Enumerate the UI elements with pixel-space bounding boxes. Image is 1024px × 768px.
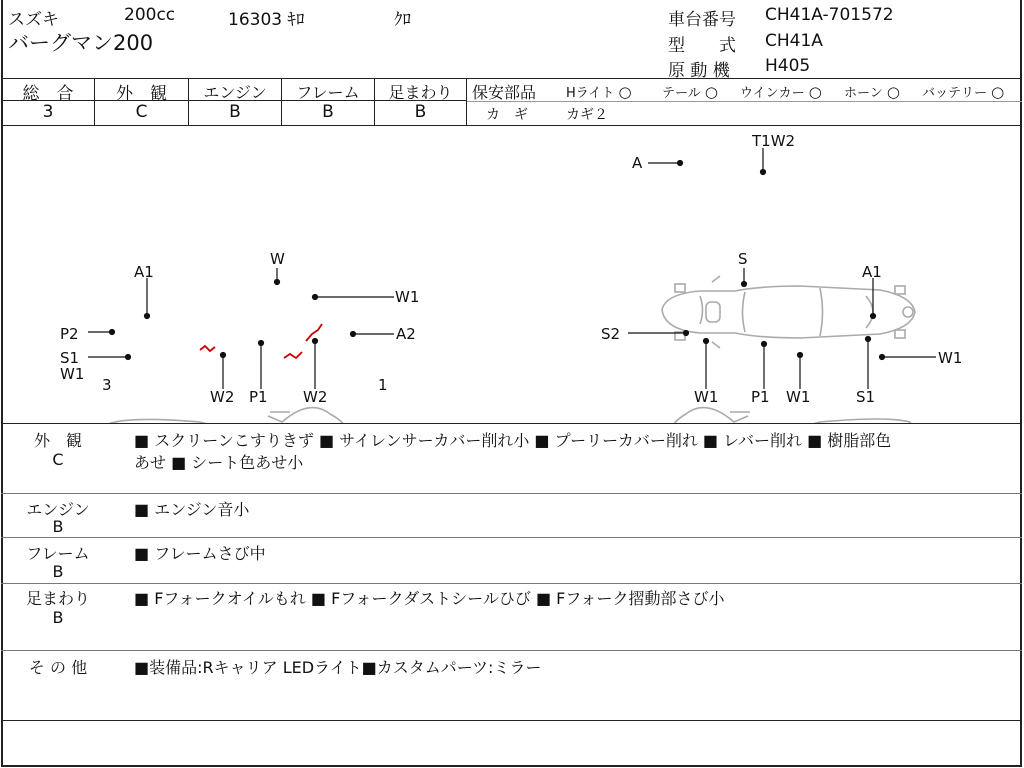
score-value-overall: 3 (42, 102, 54, 122)
remark-text-exterior-1: ■ スクリーンこすりきず ■ サイレンサーカバー削れ小 ■ プーリーカバー削れ ■ レバー削れ ■ 樹脂部色 (134, 431, 892, 450)
svg-text:W1: W1 (60, 365, 85, 383)
svg-text:A2: A2 (396, 325, 416, 343)
score-value-suspension: B (414, 102, 427, 122)
svg-text:P1: P1 (249, 388, 268, 406)
remark-category-exterior: 外 観 (33, 431, 82, 450)
remark-category-other: そ の 他 (28, 658, 88, 677)
engine-label: 原 動 機 (668, 61, 730, 81)
type-value: CH41A (765, 31, 823, 51)
svg-text:3: 3 (102, 376, 112, 394)
damage-diagram (0, 126, 1024, 424)
score-label-suspension: 足まわり (388, 83, 453, 102)
remark-text-other: ■装備品:Rキャリア LEDライト■カスタムパーツ:ミラー (134, 658, 542, 677)
scooter-left-view (104, 408, 375, 424)
score-value-engine: B (229, 102, 241, 122)
remark-grade-exterior: C (52, 450, 64, 469)
score-value-exterior: C (135, 102, 148, 122)
svg-text:W1: W1 (938, 349, 963, 367)
safety-item-horn: ホーン ○ (844, 83, 900, 101)
svg-text:W2: W2 (210, 388, 235, 406)
model-name: バーグマン200 (8, 31, 154, 55)
svg-text:S2: S2 (601, 325, 621, 343)
svg-text:A: A (632, 154, 643, 172)
svg-text:W1: W1 (786, 388, 811, 406)
svg-text:W1: W1 (694, 388, 719, 406)
svg-text:A1: A1 (134, 263, 154, 281)
scooter-top-view (662, 276, 915, 348)
svg-text:W: W (270, 250, 285, 268)
remark-category-engine: エンジン (26, 500, 90, 519)
remark-category-frame: フレーム (26, 544, 90, 563)
remark-grade-engine: B (52, 517, 64, 536)
safety-label: 保安部品 (472, 83, 537, 102)
safety-item-tail: テール ○ (662, 83, 718, 101)
svg-text:W1: W1 (395, 288, 420, 306)
score-label-exterior: 外 観 (116, 84, 167, 104)
remark-grade-frame: B (52, 562, 64, 581)
engine-value: H405 (765, 56, 811, 76)
svg-text:A1: A1 (862, 263, 882, 281)
remark-text-frame: ■ フレームさび中 (134, 544, 266, 563)
svg-text:1: 1 (378, 376, 388, 394)
svg-text:W2: W2 (303, 388, 328, 406)
scooter-right-view (641, 408, 914, 424)
score-label-overall: 総 合 (22, 84, 74, 104)
displacement: 200cc (124, 5, 176, 25)
safety-item-headlight: Hライト ○ (566, 83, 632, 101)
remark-text-exterior-2: あせ ■ シート色あせ小 (134, 453, 304, 472)
remark-text-engine: ■ エンジン音小 (134, 500, 250, 519)
frame-no-label: 車台番号 (668, 10, 736, 30)
frame-no: CH41A-701572 (765, 5, 894, 25)
safety-item-winker: ウインカー ○ (740, 83, 822, 101)
score-label-engine: エンジン (203, 83, 267, 102)
score-label-frame: フレーム (296, 83, 360, 102)
svg-text:T1W2: T1W2 (752, 132, 796, 150)
key-label: カ ギ (486, 107, 528, 123)
remark-grade-suspension: B (52, 608, 64, 627)
svg-text:P2: P2 (60, 325, 79, 343)
svg-text:P1: P1 (751, 388, 770, 406)
remark-text-suspension: ■ Fフォークオイルもれ ■ Fフォークダストシールひび ■ Fフォーク摺動部さび小 (134, 589, 725, 608)
svg-text:S: S (738, 250, 748, 268)
type-label: 型 式 (668, 36, 736, 56)
key-value: カギ２ (566, 107, 608, 123)
svg-text:S1: S1 (60, 349, 80, 367)
svg-text:S1: S1 (856, 388, 876, 406)
remark-category-suspension: 足まわり (25, 589, 90, 608)
mileage: 16303 ｷﾛ (228, 10, 305, 30)
diagram-labels (60, 132, 962, 406)
maker: スズキ (8, 10, 59, 30)
safety-item-battery: バッテリー ○ (922, 83, 1005, 101)
score-value-frame: B (322, 102, 334, 122)
color: ｸﾛ (394, 10, 411, 30)
